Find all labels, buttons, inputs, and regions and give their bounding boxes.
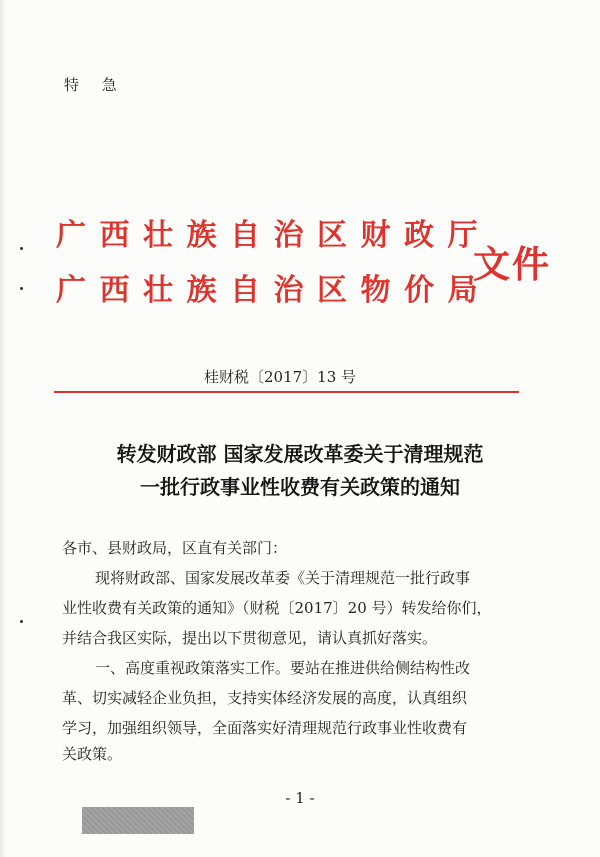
paragraph-2-line: 革、切实减轻企业负担，支持实体经济发展的高度，认真组织	[62, 689, 468, 707]
issuer-price-bureau: 广西壮族自治区物价局	[56, 273, 491, 308]
binding-hole-mark	[20, 247, 23, 250]
urgency-label: 特 急	[64, 76, 126, 94]
document-title-line-1: 转发财政部 国家发展改革委关于清理规范	[116, 442, 484, 466]
salutation: 各市、县财政局，区直有关部门：	[62, 539, 288, 557]
paragraph-2-line: 学习，加强组织领导，全面落实好清理规范行政事业性收费有	[62, 719, 468, 737]
red-divider-line	[54, 391, 519, 393]
binding-hole-mark	[20, 287, 23, 290]
page-number: - 1 -	[285, 789, 315, 807]
document-number: 桂财税〔2017〕13 号	[203, 368, 357, 386]
issuer-finance-department: 广西壮族自治区财政厅	[56, 218, 491, 253]
paragraph-1-line: 业性收费有关政策的通知》（财税〔2017〕20 号）转发给你们，	[62, 599, 492, 617]
paragraph-2-line: 一、高度重视政策落实工作。要站在推进供给侧结构性改	[95, 659, 471, 677]
document-title-line-2: 一批行政事业性收费有关政策的通知	[140, 475, 460, 499]
paragraph-1-line: 现将财政部、国家发展改革委《关于清理规范一批行政事	[95, 569, 471, 587]
binding-hole-mark	[20, 620, 23, 623]
paragraph-2-line: 关政策。	[62, 745, 123, 763]
document-type-label: 文件	[473, 242, 551, 286]
page-left-edge	[0, 0, 6, 857]
redaction-block	[82, 807, 194, 834]
paragraph-1-line: 并结合我区实际，提出以下贯彻意见，请认真抓好落实。	[62, 629, 438, 647]
